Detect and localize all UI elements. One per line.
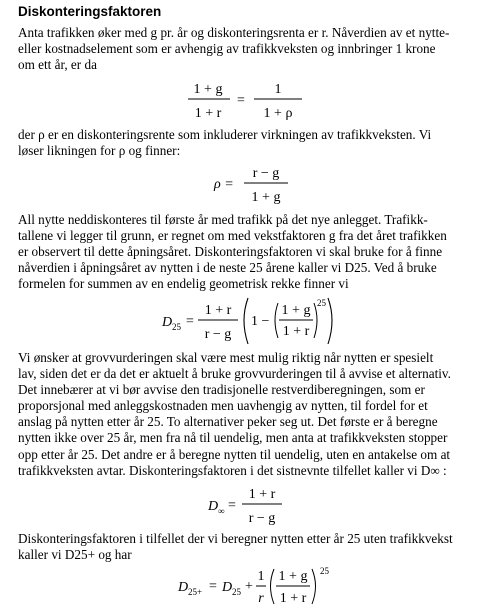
equation-term: D [222, 580, 233, 595]
right-paren [314, 303, 317, 338]
equation-d-infinity [206, 482, 296, 530]
paragraph-2 [18, 127, 480, 159]
equation-d25-plus [176, 564, 356, 610]
fraction-numerator: 1 + g [281, 303, 311, 318]
fraction-numerator: 1 [274, 82, 282, 97]
equals-sign: = [237, 93, 245, 108]
paragraph-1 [18, 25, 480, 73]
text-line: Vi ønsker at grovvurderingen skal være mest mulig riktig når nytten er spesielt [18, 350, 434, 365]
right-paren [312, 569, 316, 604]
text-line: løser likningen for ρ og finner: [18, 143, 181, 159]
subscript: ∞ [218, 506, 225, 516]
equation-present-value [180, 76, 320, 126]
fraction-numerator: 1 + g [193, 82, 223, 97]
equals-sign: = [209, 579, 217, 594]
fraction-denominator: r − g [204, 327, 232, 342]
subscript: 25 [172, 322, 181, 332]
text-line: All nytte neddiskonteres til første år med trafikk på det nye anlegget. Trafikk- [18, 212, 428, 227]
paragraph-4 [18, 350, 480, 479]
paragraph-3 [18, 212, 480, 292]
equation-d25 [160, 294, 340, 350]
fraction-numerator: 1 + r [248, 487, 276, 502]
one-minus: 1 − [251, 314, 270, 329]
fraction-denominator: r − g [248, 511, 276, 526]
left-paren [244, 298, 248, 344]
section-heading: Diskonteringsfaktoren [18, 4, 162, 19]
text-line: tallene vi legger til grunn, er regnet om med vekstfaktoren g fra det året trafikken [18, 228, 447, 244]
text-line: proporsjonal med anleggskostnaden men uavhengig av nytten, til fordel for et [18, 398, 428, 414]
text-line: trafikkveksten avtar. Diskonteringsfaktoren i det sistnevnte tilfellet kaller vi D∞ : [18, 462, 447, 478]
fraction-numerator: 1 + r [204, 303, 232, 318]
fraction-denominator: 1 + ρ [263, 106, 293, 121]
text-line: anslag på nytten etter år 25. To alternativer peker seg ut. Det første er å beregne [18, 414, 438, 430]
fraction-numerator: r − g [252, 166, 280, 181]
fraction-denominator: 1 + r [282, 324, 310, 339]
exponent: 25 [320, 566, 329, 576]
exponent: 25 [317, 298, 326, 308]
right-paren [328, 298, 332, 344]
subscript: 25 [232, 587, 241, 597]
text-line: lav, siden det er da det er aktuelt å bruke grovvurderingen til å avvise et alternativ. [18, 366, 451, 382]
equation-lhs: D [162, 315, 173, 330]
fraction-denominator: 1 + r [279, 591, 307, 606]
text-line: nåverdien i åpningsåret av nytten i de neste 25 årene kaller vi D25. Ved å bruke [18, 260, 437, 276]
subscript: 25+ [188, 587, 203, 597]
equation-lhs: ρ = [214, 177, 234, 192]
paragraph-5 [18, 531, 480, 563]
fraction-denominator: 1 + r [194, 106, 222, 121]
text-line: kaller vi D25+ og har [18, 547, 132, 563]
text-line: Det innebærer at vi bør avvise den tradisjonelle restverdiberegningen, som er [18, 382, 425, 398]
fraction-numerator: 1 + g [278, 569, 308, 584]
text-line: der ρ er en diskonteringsrente som inkluderer virkningen av trafikkveksten. Vi [18, 127, 432, 142]
text-line: nytten ikke over 25 år, men fra nå til uendelig, men anta at trafikkveksten stopper [18, 430, 448, 446]
text-line: formelen for summen av en endelig geometrisk rekke finner vi [18, 276, 349, 292]
text-line: om ett år, er da [18, 57, 97, 73]
text-line: opp etter år 25. Det andre er å beregne nytten til uendelig, uten en antakelse om at [18, 446, 451, 462]
fraction-numerator: 1 [257, 569, 265, 584]
left-paren [275, 303, 278, 338]
left-paren [271, 569, 275, 604]
equation-lhs: D [208, 499, 219, 514]
plus-sign: + [245, 579, 253, 594]
equals-sign: = [228, 498, 236, 513]
text-line: Anta trafikken øker med g pr. år og diskonteringsrenta er r. Nåverdien av et nytte- [18, 25, 450, 40]
equals-sign: = [186, 314, 194, 329]
text-line: eller kostnadselement som er avhengig av trafikkveksten og innbringer 1 krone [18, 41, 436, 57]
equation-rho [212, 160, 312, 210]
fraction-denominator: 1 + g [251, 190, 281, 205]
text-line: er observert til dette åpningsåret. Diskonteringsfaktoren vi skal bruke for å finne [18, 244, 443, 260]
fraction-denominator: r [258, 591, 264, 606]
equation-lhs: D [178, 580, 189, 595]
text-line: Diskonteringsfaktoren i tilfellet der vi beregner nytten etter år 25 uten trafikkvekst [18, 531, 453, 546]
